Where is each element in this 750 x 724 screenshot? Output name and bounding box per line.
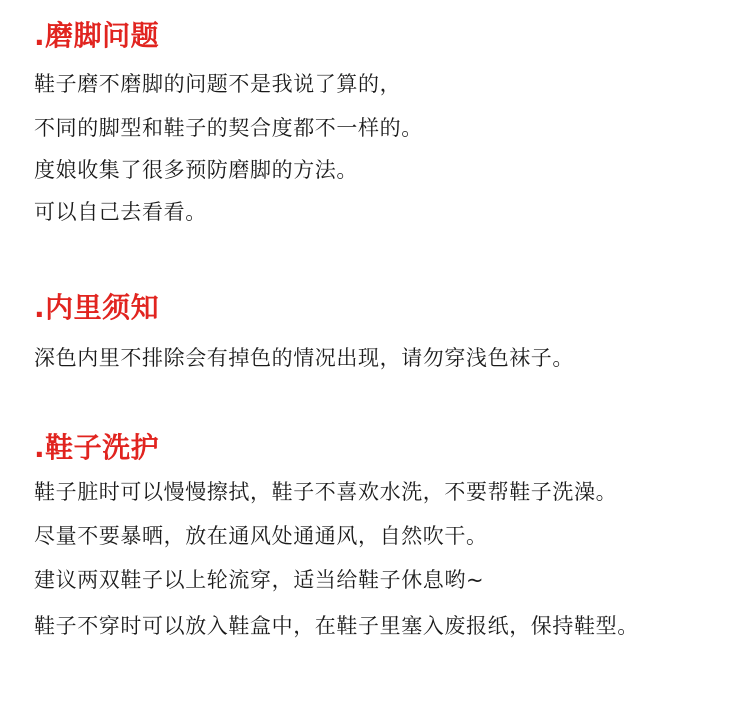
section-heading-lining-notice: .内里须知 [34,291,160,324]
body-line: 深色内里不排除会有掉色的情况出现，请勿穿浅色袜子。 [34,346,574,370]
body-line: 鞋子不穿时可以放入鞋盒中，在鞋子里塞入废报纸，保持鞋型。 [34,614,639,638]
section-foot-rubbing [34,18,159,54]
section-shoe-care-body [34,478,617,506]
section-lining-notice [34,290,159,326]
body-line: 鞋子脏时可以慢慢擦拭，鞋子不喜欢水洗，不要帮鞋子洗澡。 [34,480,618,504]
section-lining-notice-body [34,344,574,372]
section-foot-rubbing-body [34,156,358,184]
body-line: 尽量不要暴晒，放在通风处通通风，自然吹干。 [34,524,488,548]
body-line: 不同的脚型和鞋子的契合度都不一样的。 [34,116,423,140]
body-line: 鞋子磨不磨脚的问题不是我说了算的， [34,72,402,96]
section-shoe-care-body [34,612,639,640]
body-line: 建议两双鞋子以上轮流穿，适当给鞋子休息哟~ [34,568,485,592]
section-foot-rubbing-body [34,70,401,98]
section-shoe-care-body [34,522,488,550]
body-line: 可以自己去看看。 [34,200,207,224]
section-foot-rubbing-body [34,114,423,142]
section-foot-rubbing-body [34,198,207,226]
body-line: 度娘收集了很多预防磨脚的方法。 [34,158,358,182]
section-heading-foot-rubbing: .磨脚问题 [34,19,160,52]
section-shoe-care-body [34,566,484,594]
section-heading-shoe-care: .鞋子洗护 [34,431,160,464]
section-shoe-care [34,430,159,466]
